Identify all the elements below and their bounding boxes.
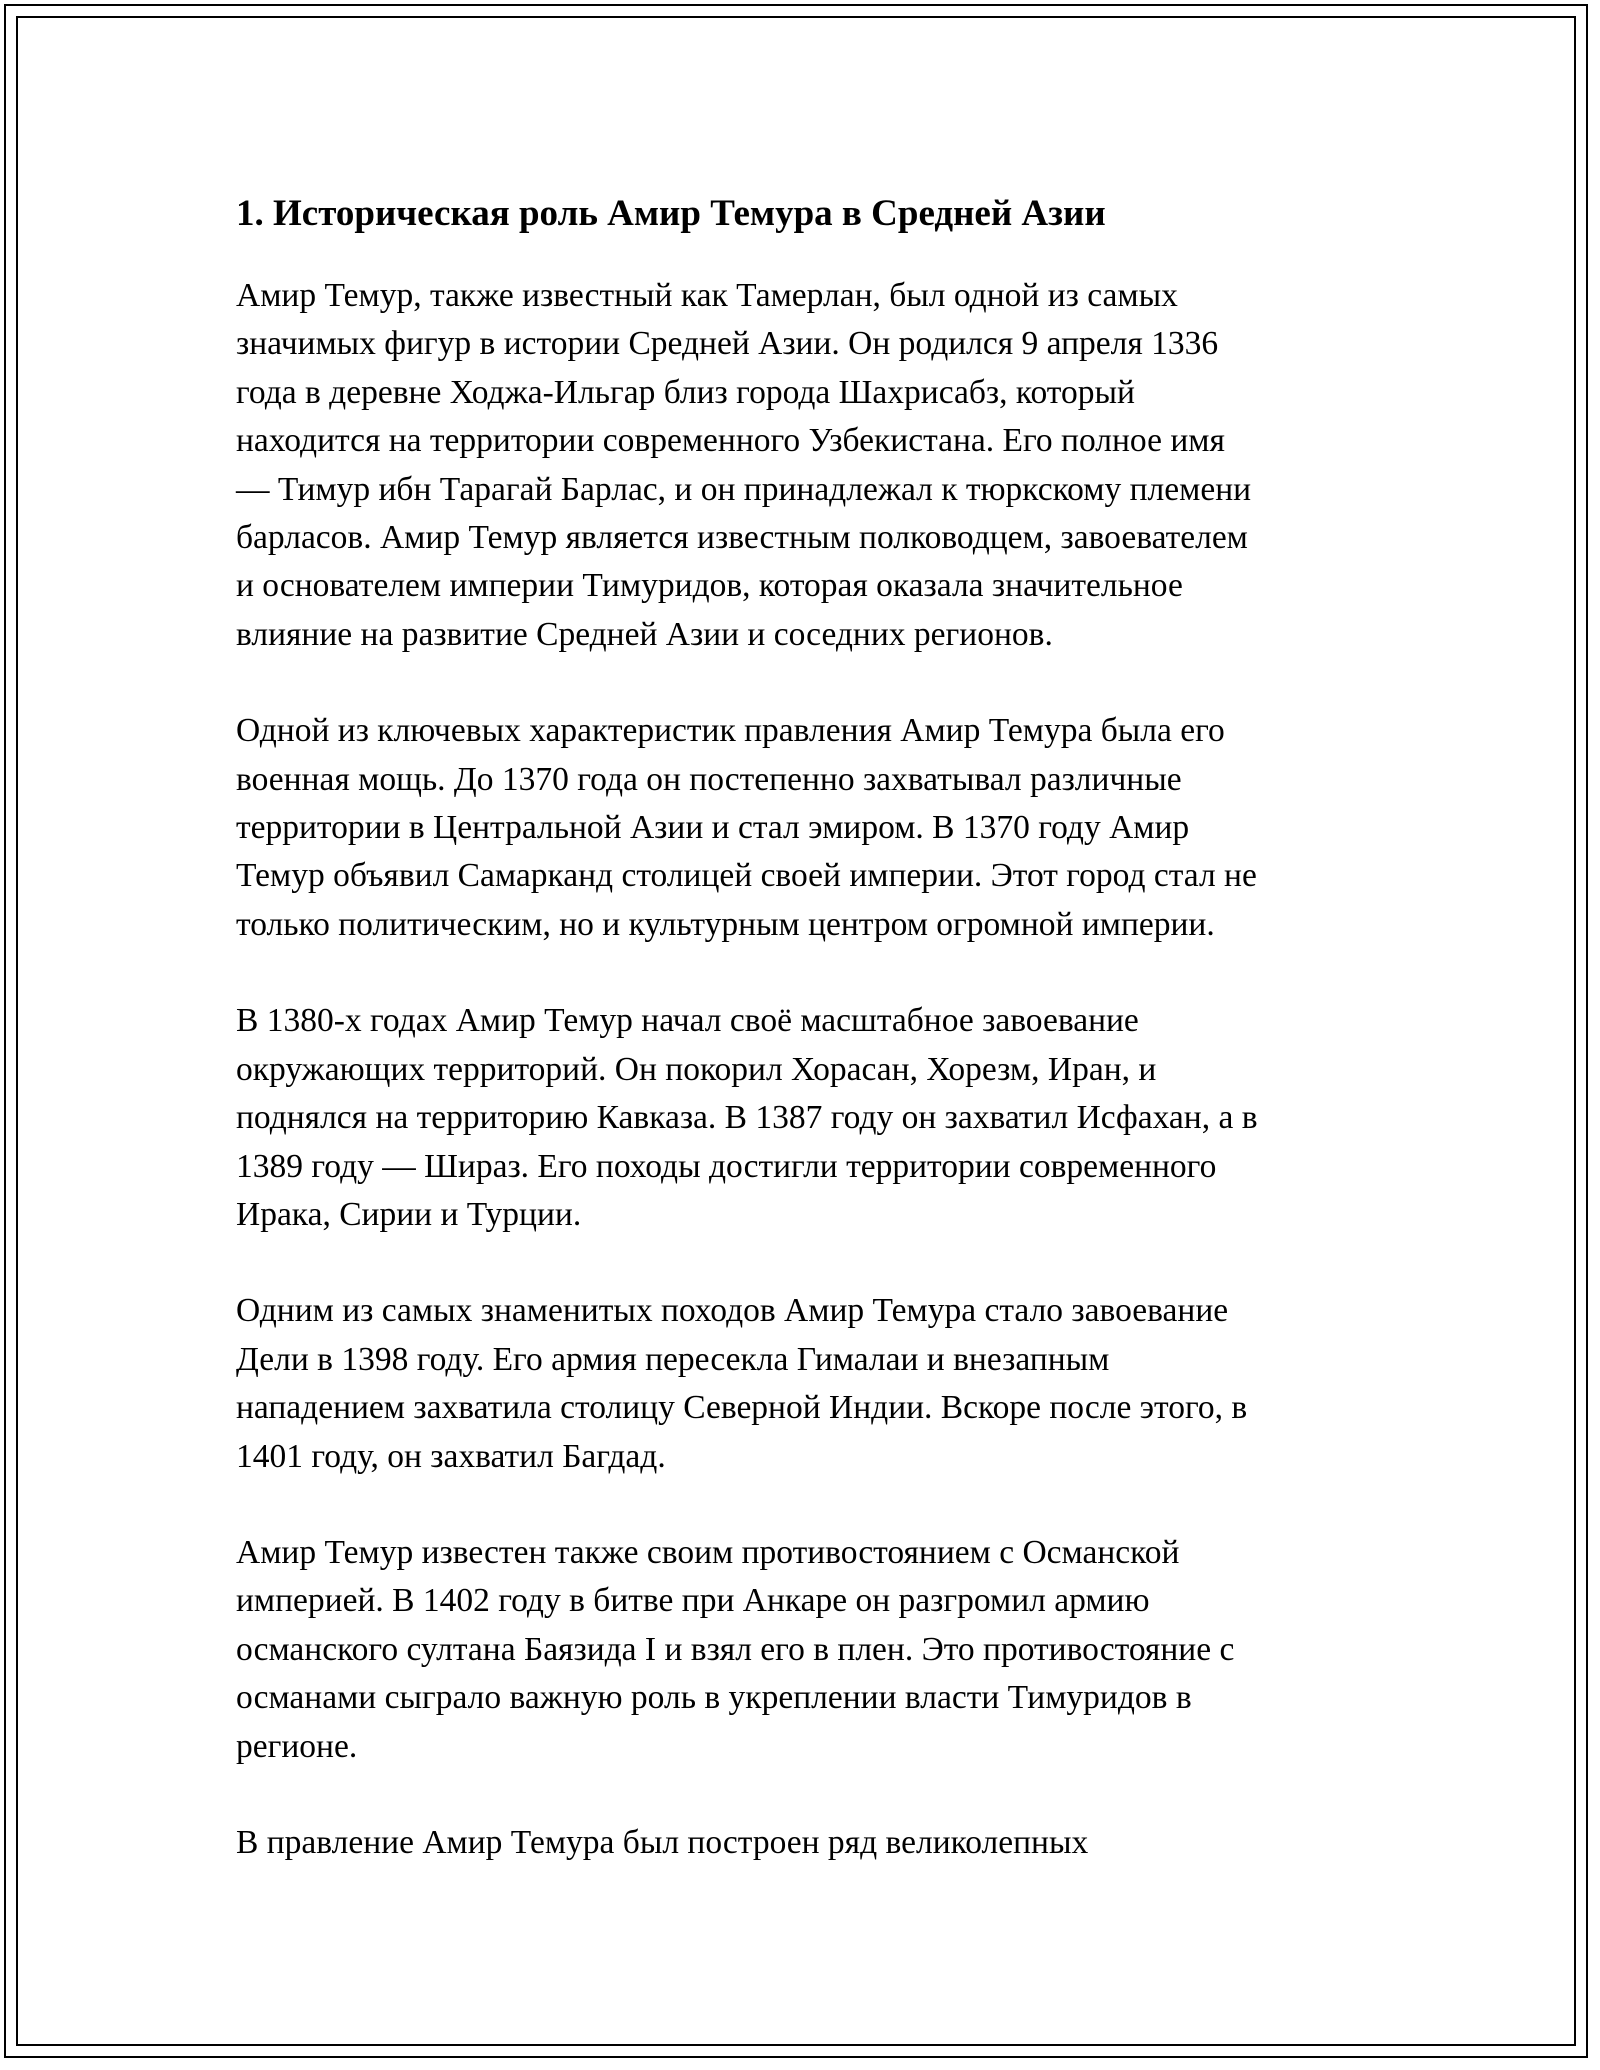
text-line: Амир Темур, также известный как Тамерлан, был одной из самых bbox=[236, 277, 1178, 314]
text-line: военная мощь. До 1370 года он постепенно захватывал различные bbox=[236, 760, 1182, 798]
text-line: влияние на развитие Средней Азии и соседних регионов. bbox=[236, 615, 1053, 653]
text-line: 1401 году, он захватил Багдад. bbox=[236, 1437, 666, 1475]
text-line: Дели в 1398 году. Его армия пересекла Гималаи и внезапным bbox=[236, 1340, 1110, 1378]
text-line: находится на территории современного Узбекистана. Его полное имя bbox=[236, 422, 1225, 460]
text-line: В правление Амир Темура был построен ряд великолепных bbox=[236, 1823, 1089, 1861]
paragraph-3 bbox=[236, 997, 1406, 1239]
text-line: Одним из самых знаменитых походов Амир Темура стало завоевание bbox=[236, 1292, 1229, 1330]
text-line: территории в Центральной Азии и стал эмиром. В 1370 году Амир bbox=[236, 809, 1190, 847]
page-title: 1. Историческая роль Амир Темура в Средней Азии bbox=[236, 193, 1106, 234]
paragraph-5 bbox=[236, 1529, 1406, 1771]
text-line: регионе. bbox=[236, 1727, 358, 1765]
text-line: В 1380-х годах Амир Темур начал своё масштабное завоевание bbox=[236, 1002, 1139, 1040]
text-line: османами сыграло важную роль в укреплении власти Тимуридов в bbox=[236, 1679, 1192, 1717]
text-line: Темур объявил Самарканд столицей своей империи. Этот город стал не bbox=[236, 857, 1257, 895]
text-line: Амир Темур известен также своим противостоянием с Османской bbox=[236, 1533, 1180, 1571]
text-line: османского султана Баязида I и взял его в плен. Это противостояние с bbox=[236, 1630, 1235, 1668]
paragraph-4 bbox=[236, 1287, 1406, 1481]
text-line: империей. В 1402 году в битве при Анкаре он разгромил армию bbox=[236, 1582, 1150, 1620]
text-line: и основателем империи Тимуридов, которая оказала значительное bbox=[236, 567, 1183, 605]
text-line: значимых фигур в истории Средней Азии. Он родился 9 апреля 1336 bbox=[236, 325, 1219, 363]
text-line: Ирака, Сирии и Турции. bbox=[236, 1195, 582, 1233]
text-line: года в деревне Ходжа-Ильгар близ города Шахрисабз, который bbox=[236, 373, 1135, 411]
text-line: окружающих территорий. Он покорил Хорасан, Хорезм, Иран, и bbox=[236, 1050, 1157, 1088]
text-line: барласов. Амир Темур является известным полководцем, завоевателем bbox=[236, 519, 1248, 557]
text-line: — Тимур ибн Тарагай Барлас, и он принадлежал к тюркскому племени bbox=[236, 470, 1252, 508]
paragraph-1 bbox=[236, 272, 1406, 659]
text-line: Одной из ключевых характеристик правления Амир Темура была его bbox=[236, 712, 1225, 750]
paragraph-2 bbox=[236, 707, 1406, 949]
text-line: нападением захватила столицу Северной Индии. Вскоре после этого, в bbox=[236, 1389, 1248, 1427]
paragraph-6 bbox=[236, 1819, 1406, 1867]
text-line: только политическим, но и культурным центром огромной империи. bbox=[236, 905, 1215, 943]
text-line: 1389 году — Шираз. Его походы достигли территории современного bbox=[236, 1147, 1217, 1185]
document-body bbox=[236, 182, 1406, 1915]
text-line: поднялся на территорию Кавказа. В 1387 году он захватил Исфахан, а в bbox=[236, 1099, 1258, 1137]
